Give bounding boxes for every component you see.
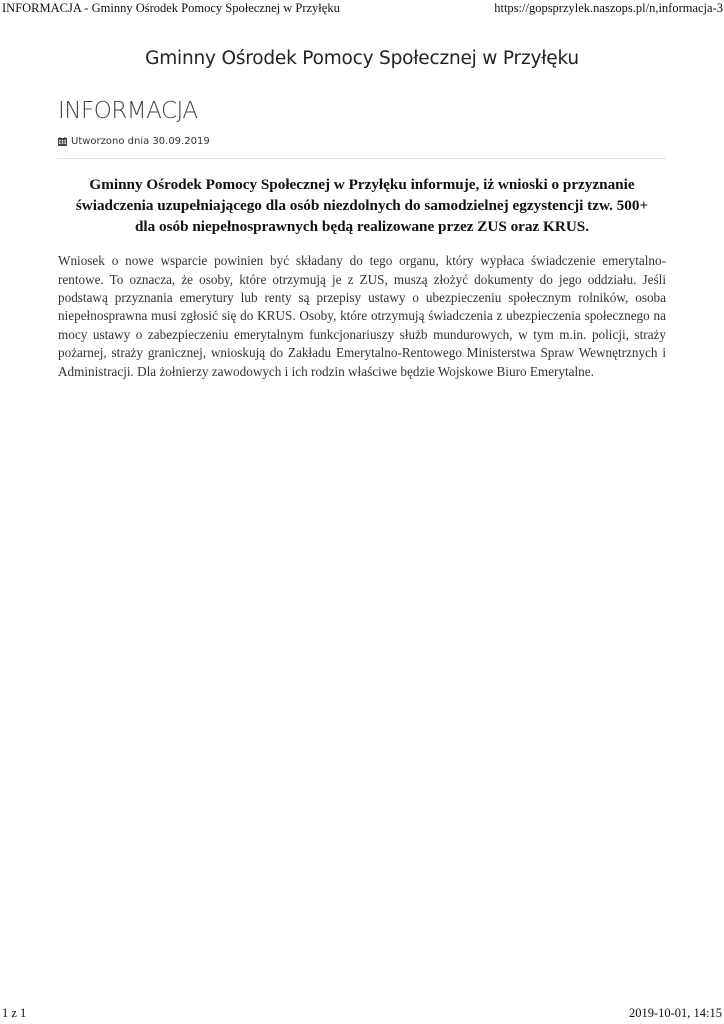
lead-paragraph: Gminny Ośrodek Pomocy Społecznej w Przyłęku informuje, iż wnioski o przyznanie świadczenia uzupełniającego dla osób niezdolnych do samodzielnej egzystencji tzw. 500+ dla osób niepełnosprawnych będą realizowane przez ZUS oraz KRUS. xyxy=(75,176,649,235)
created-date: Utworzono dnia 30.09.2019 xyxy=(71,135,210,147)
divider xyxy=(58,158,666,159)
calendar-icon xyxy=(58,137,67,146)
print-timestamp: 2019-10-01, 14:15 xyxy=(628,1006,722,1020)
print-header-title: INFORMACJA - Gminny Ośrodek Pomocy Społecznej w Przyłęku xyxy=(2,1,340,15)
page-title: INFORMACJA xyxy=(58,98,198,124)
body-paragraph: Wniosek o nowe wsparcie powinien być składany do tego organu, który wypłaca świadczenie emerytalno-rentowe. To oznacza, że osoby, które otrzymują je z ZUS, muszą złożyć dokumenty do jego oddziału. Jeśli podstawą przyznania emerytury lub renty są przepisy ustawy o ubezpieczeniu społecznym rolników, osoba niepełnosprawna musi zgłosić się do KRUS. Osoby, które otrzymują świadczenia z ubezpieczenia społecznego na mocy ustawy o zabezpieczeniu emerytalnym funkcjonariuszy służb mundurowych, w tym m.in. policji, straży pożarnej, straży granicznej, wnioskują do Zakładu Emerytalno-Rentowego Ministerstwa Spraw Wewnętrznych i Administracji. Dla żołnierzy zawodowych i ich rodzin właściwe będzie Wojskowe Biuro Emerytalne. xyxy=(58,253,666,379)
print-header xyxy=(0,0,724,18)
site-title[interactable]: Gminny Ośrodek Pomocy Społecznej w Przyłęku xyxy=(145,48,579,69)
article xyxy=(58,96,666,394)
print-footer xyxy=(0,1002,724,1024)
article-meta xyxy=(58,134,666,148)
page-counter: 1 z 1 xyxy=(2,1006,27,1020)
print-header-url: https://gopsprzylek.naszops.pl/n,informacja-3 xyxy=(494,1,723,15)
